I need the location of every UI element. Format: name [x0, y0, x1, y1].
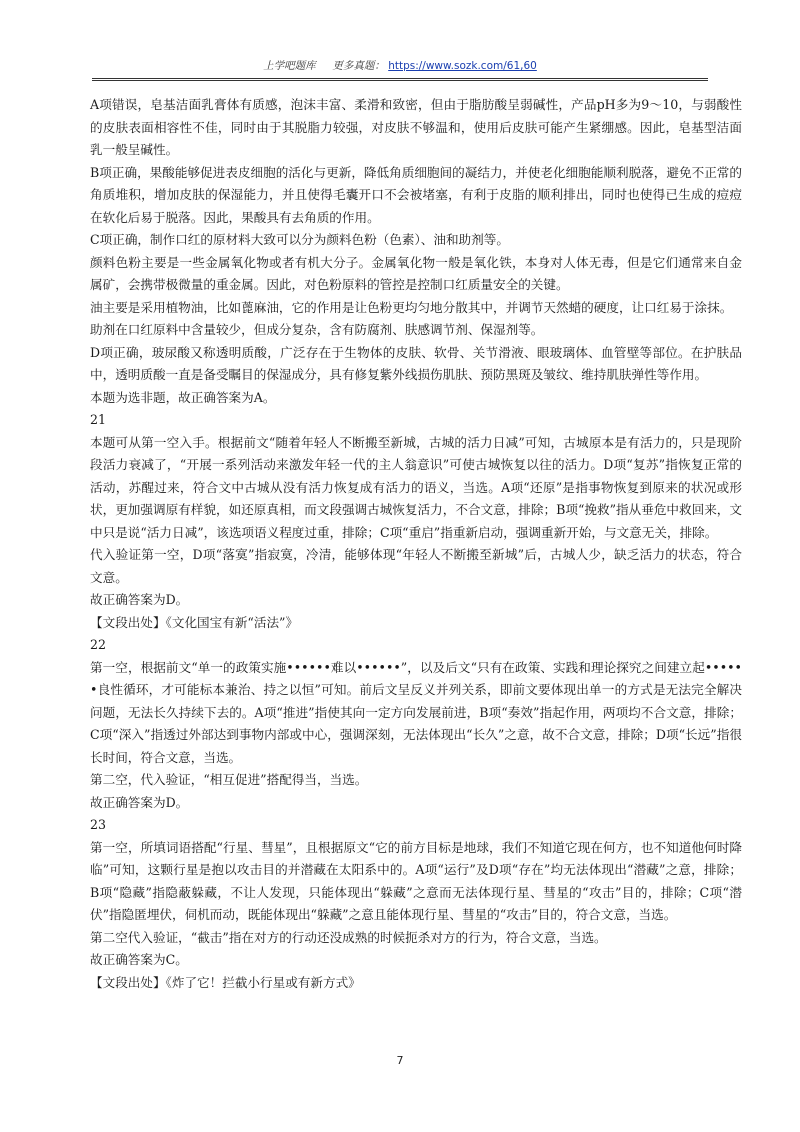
- paragraph-q22-second: 第二空，代入验证，“相互促进”搭配得当，当选。: [90, 772, 368, 787]
- paragraph-q21-verify: 代入验证第一空，D项“落寞”指寂寞，冷清，能够体现“年轻人不断搬至新城”后，古城人少，缺乏活力的状态，符合文意。: [90, 547, 742, 585]
- paragraph-pigment: 颜料色粉主要是一些金属氧化物或者有机大分子。金属氧化物一般是氧化铁，本身对人体无毒，但是它们通常来自金属矿，会携带极微量的重金属。因此，对色粉原料的管控是控制口红质量安全的关键。: [90, 254, 742, 292]
- source-citation: 【文段出处】《文化国宝有新“活法”》: [90, 614, 299, 630]
- answer-line: 故正确答案为C。: [90, 952, 188, 967]
- question-number: 21: [90, 412, 107, 427]
- paragraph-q21-analysis: 本题可从第一空入手。根据前文“随着年轻人不断搬至新城，古城的活力日减”可知，古城原本是有活力的，只是现阶段活力衰减了，“开展一系列活动来激发年轻一代的主人翁意识”可使古城恢复以往的活力。D项“复苏”指恢复正常的活动，苏醒过来，符合文中古城从没有活力恢复成有活力的语义，当选。A项“还原”是指事物恢复到原来的状况或形状，更加强调原有样貌，如还原真相，而文段强调古城恢复活力，不合文意，排除；B项“挽救”指从垂危中救回来，文中只是说“活力日减”，该选项语义程度过重，排除；C项“重启”指重新启动，强调重新开始，与文意无关，排除。: [90, 434, 742, 540]
- document-body: [90, 94, 742, 994]
- paragraph-q22-analysis: 第一空，根据前文“单一的政策实施••••••难以••••••”，以及后文“只有在政策、实践和理论探究之间建立起••••••良性循环，才可能标本兼治、持之以恒”可知。前后文呈反义并列关系，即前文要体现出单一的方式是无法完全解决问题，无法长久持续下去的。A项“推进”指使其向一定方向发展前进，B项“奏效”指起作用，两项均不合文意，排除；C项“深入”指透过外部达到事物内部或中心，强调深刻，无法体现出“长久”之意，故不合文意，排除；D项“长远”指很长时间，符合文意，当选。: [90, 659, 742, 765]
- paragraph-oil: 油主要是采用植物油，比如蓖麻油，它的作用是让色粉更均匀地分散其中，并调节天然蜡的硬度，让口红易于涂抹。: [90, 299, 733, 315]
- paragraph-q23-analysis: 第一空，所填词语搭配“行星、彗星”，且根据原文“它的前方目标是地球，我们不知道它现在何方，也不知道他何时降临”可知，这颗行星是抱以攻击目的并潜藏在太阳系中的。A项“运行”及D项“存在”均无法体现出“潜藏”之意，排除；B项“隐藏”指隐蔽躲藏，不让人发现，只能体现出“躲藏”之意而无法体现行星、彗星的“攻击”目的，排除；C项“潜伏”指隐匿埋伏，伺机而动，既能体现出“躲藏”之意且能体现行星、彗星的“攻击”目的，符合文意，当选。: [90, 839, 742, 922]
- question-number: 22: [90, 637, 107, 652]
- page-number: 7: [396, 1054, 404, 1067]
- paragraph-q23-second: 第二空代入验证，“截击”指在对方的行动还没成熟的时候扼杀对方的行为，符合文意，当选。: [90, 929, 607, 945]
- answer-line: 本题为选非题，故正确答案为A。: [90, 389, 276, 405]
- header-url-link[interactable]: https://www.sozk.com/61,60: [388, 60, 537, 72]
- paragraph-additive: 助剂在口红原料中含量较少，但成分复杂，含有防腐剂、肤感调节剂、保湿剂等。: [90, 322, 544, 337]
- paragraph-c-explanation: C项正确，制作口红的原材料大致可以分为颜料色粉（色素）、油和助剂等。: [90, 232, 509, 247]
- paragraph-b-explanation: B项正确，果酸能够促进表皮细胞的活化与更新，降低角质细胞间的凝结力，并使老化细胞能顺利脱落，避免不正常的角质堆积，增加皮肤的保湿能力，并且使得毛囊开口不会被堵塞，有利于皮脂的顺利排出，同时也使得已生成的痘痘在软化后易于脱落。因此，果酸具有去角质的作用。: [90, 164, 742, 225]
- question-number: 23: [90, 817, 107, 832]
- header-divider: [92, 78, 708, 81]
- page-header: [0, 58, 800, 73]
- answer-line: 故正确答案为D。: [90, 794, 189, 810]
- header-site-name: 上学吧题库: [263, 60, 316, 72]
- answer-line: 故正确答案为D。: [90, 592, 189, 607]
- source-citation: 【文段出处】《炸了它！拦截小行星或有新方式》: [90, 974, 361, 990]
- paragraph-a-explanation: A项错误，皂基洁面乳膏体有质感，泡沫丰富、柔滑和致密，但由于脂肪酸呈弱碱性，产品pH多为9～10，与弱酸性的皮肤表面相容性不佳，同时由于其脱脂力较强，对皮肤不够温和，使用后皮肤可能产生紧绷感。因此，皂基型洁面乳一般呈碱性。: [90, 97, 742, 157]
- header-more-label: 更多真题：: [332, 60, 385, 72]
- paragraph-d-explanation: D项正确，玻尿酸又称透明质酸，广泛存在于生物体的皮肤、软骨、关节滑液、眼玻璃体、血管壁等部位。在护肤品中，透明质酸一直是备受瞩目的保湿成分，具有修复紫外线损伤肌肤、预防黑斑及皱纹、维持肌肤弹性等作用。: [90, 344, 742, 382]
